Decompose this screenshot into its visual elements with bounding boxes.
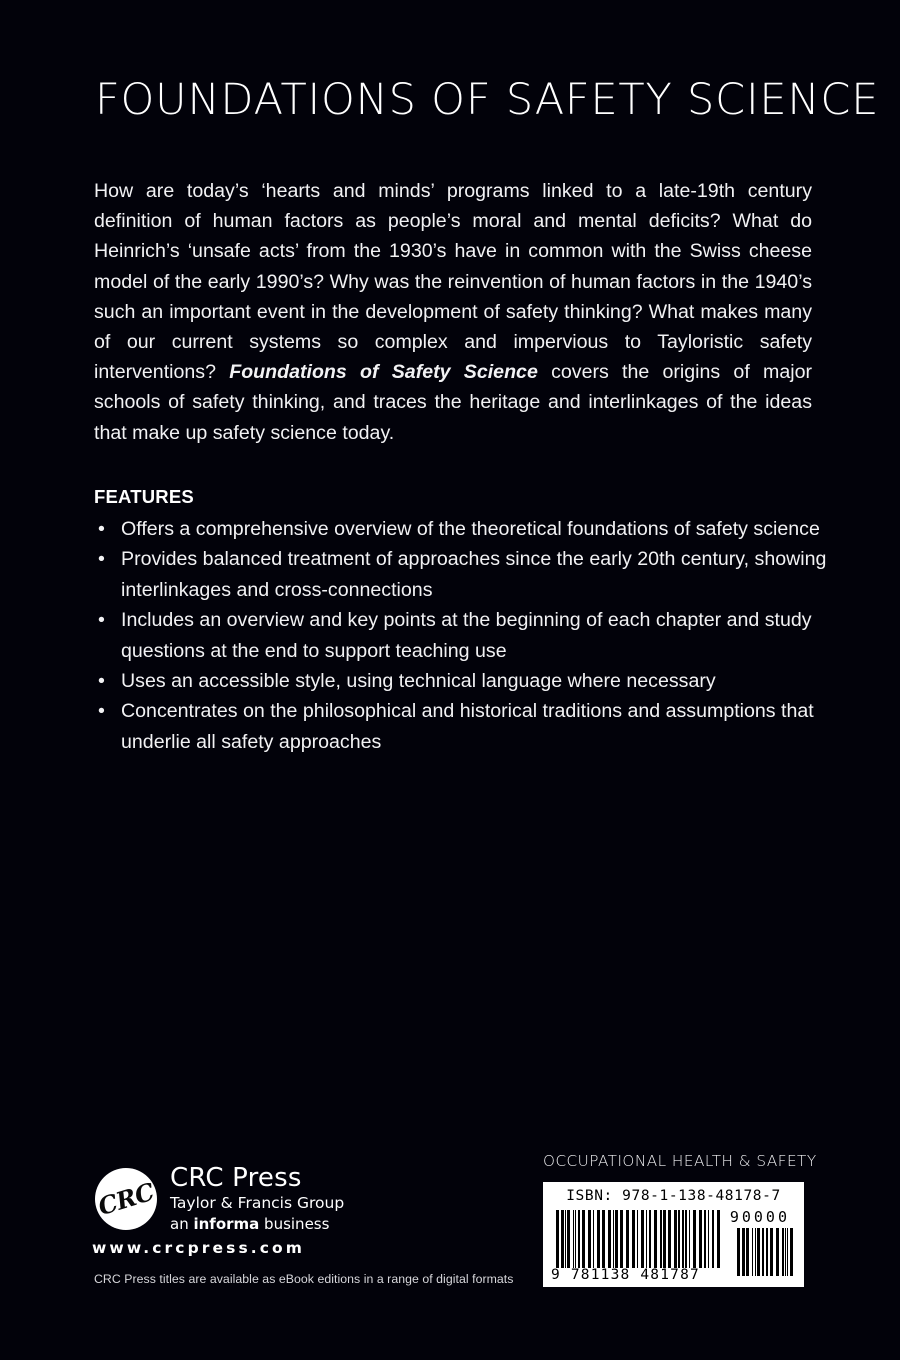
bullet-icon: • xyxy=(98,700,105,723)
barcode-bar xyxy=(790,1228,793,1276)
tagline-prefix: an xyxy=(170,1215,194,1233)
isbn-label: ISBN: 978-1-138-48178-7 xyxy=(566,1188,781,1204)
barcode-bar xyxy=(561,1210,564,1268)
barcode-addon-digits: 90000 xyxy=(729,1208,790,1226)
barcode-bar xyxy=(649,1210,651,1268)
tagline-suffix: business xyxy=(259,1215,330,1233)
list-item xyxy=(94,544,834,605)
features-heading: FEATURES xyxy=(94,486,194,507)
publisher-name-block xyxy=(170,1163,385,1235)
list-item xyxy=(94,514,834,544)
description-part-one: How are today’s ‘hearts and minds’ programs linked to a late-19th century definition of human factors as people’s moral and mental deficits? What do Heinrich’s ‘unsafe acts’ from the 1930’s have in common with the Swiss cheese model of the early 1990’s? Why was the reinvention of human factors in the 1940’s such an important event in the development of safety thinking? What makes many of our current systems so complex and impervious to Tayloristic safety interventions? xyxy=(94,180,812,384)
barcode-bar xyxy=(582,1210,585,1268)
bullet-icon: • xyxy=(98,609,105,632)
barcode-bar xyxy=(787,1228,788,1276)
barcode-bar xyxy=(770,1228,773,1276)
barcode-bar xyxy=(608,1210,611,1268)
barcode-bar xyxy=(689,1210,690,1268)
barcode-bar xyxy=(699,1210,702,1268)
barcode-bar xyxy=(693,1210,696,1268)
list-item xyxy=(94,696,834,757)
page-title: FOUNDATIONS OF SAFETY SCIENCE xyxy=(95,75,880,125)
barcode-bar xyxy=(637,1210,638,1268)
barcode-bar xyxy=(746,1228,749,1276)
barcode-bar xyxy=(776,1228,779,1276)
barcode-bar xyxy=(615,1210,618,1268)
barcode-bar xyxy=(742,1228,745,1276)
barcode-bar xyxy=(682,1210,684,1268)
publisher-website[interactable]: www.crcpress.com xyxy=(92,1239,306,1257)
barcode-bar xyxy=(708,1210,709,1268)
crc-monogram-label: CRC xyxy=(95,1176,157,1222)
list-item xyxy=(94,605,834,666)
barcode-bar xyxy=(674,1210,677,1268)
barcode-bar xyxy=(588,1210,591,1268)
barcode-bar xyxy=(755,1228,756,1276)
publisher-name: CRC Press xyxy=(170,1163,302,1193)
barcode-bar xyxy=(593,1210,594,1268)
tagline-brand: informa xyxy=(193,1215,260,1233)
barcode-bar xyxy=(704,1210,706,1268)
barcode-bar xyxy=(646,1210,647,1268)
barcode-bar xyxy=(717,1210,720,1268)
barcode-bar xyxy=(752,1228,753,1276)
list-item-label: Provides balanced treatment of approaches since the early 20th century, showing interlinkages and cross-connections xyxy=(121,548,827,601)
barcode-bar xyxy=(620,1210,623,1268)
barcode-bar xyxy=(668,1210,671,1268)
barcode-bar xyxy=(613,1210,614,1268)
barcode-bar xyxy=(575,1210,576,1268)
barcode-bar xyxy=(565,1210,566,1268)
barcode-bar xyxy=(660,1210,662,1268)
barcode-bar xyxy=(641,1210,644,1268)
barcode-bar xyxy=(578,1210,580,1268)
publisher-logo xyxy=(88,1163,388,1268)
ean5-addon-barcode-icon xyxy=(737,1228,794,1276)
list-item xyxy=(94,666,834,696)
barcode-bar xyxy=(785,1228,786,1276)
barcode-bar xyxy=(573,1210,574,1268)
barcode-bar xyxy=(654,1210,657,1268)
barcode-bar xyxy=(597,1210,600,1268)
list-item-label: Concentrates on the philosophical and historical traditions and assumptions that underlie all safety approaches xyxy=(121,700,814,753)
bullet-icon: • xyxy=(98,670,105,693)
ean13-digits: 9 781138 481787 xyxy=(551,1267,700,1283)
barcode-bar xyxy=(567,1210,570,1268)
barcode-bar xyxy=(782,1228,784,1276)
features-list xyxy=(94,514,834,757)
barcode-bar xyxy=(762,1228,764,1276)
barcode-bar xyxy=(685,1210,687,1268)
barcode-bar xyxy=(712,1210,714,1268)
ean13-barcode-icon xyxy=(556,1210,724,1268)
crc-roundel-icon xyxy=(95,1168,157,1230)
description-book-title-emphasis: Foundations of Safety Science xyxy=(229,361,538,384)
list-item-label: Offers a comprehensive overview of the theoretical foundations of safety science xyxy=(121,518,820,540)
barcode-panel xyxy=(543,1182,804,1287)
list-item-label: Includes an overview and key points at the beginning of each chapter and study questions at the end to support teaching use xyxy=(121,609,812,662)
barcode-bar xyxy=(602,1210,605,1268)
book-description xyxy=(94,176,812,448)
bullet-icon: • xyxy=(98,518,105,540)
barcode-bar xyxy=(766,1228,768,1276)
barcode-bar xyxy=(737,1228,740,1276)
publisher-tagline xyxy=(170,1214,385,1235)
barcode-bar xyxy=(632,1210,635,1268)
barcode-bar xyxy=(556,1210,559,1268)
publisher-group: Taylor & Francis Group xyxy=(170,1194,345,1212)
barcode-bar xyxy=(663,1210,666,1268)
barcode-bar xyxy=(757,1228,760,1276)
list-item-label: Uses an accessible style, using technical language where necessary xyxy=(121,670,716,693)
bullet-icon: • xyxy=(98,548,105,571)
barcode-bar xyxy=(678,1210,680,1268)
barcode-bar xyxy=(626,1210,629,1268)
ebook-availability-note: CRC Press titles are available as eBook editions in a range of digital formats xyxy=(94,1272,514,1286)
description-part-two: covers the origins of major schools of safety thinking, and traces the heritage and interlinkages of the ideas that make up safety science today. xyxy=(94,361,812,444)
subject-category-label: OCCUPATIONAL HEALTH & SAFETY xyxy=(543,1152,817,1170)
